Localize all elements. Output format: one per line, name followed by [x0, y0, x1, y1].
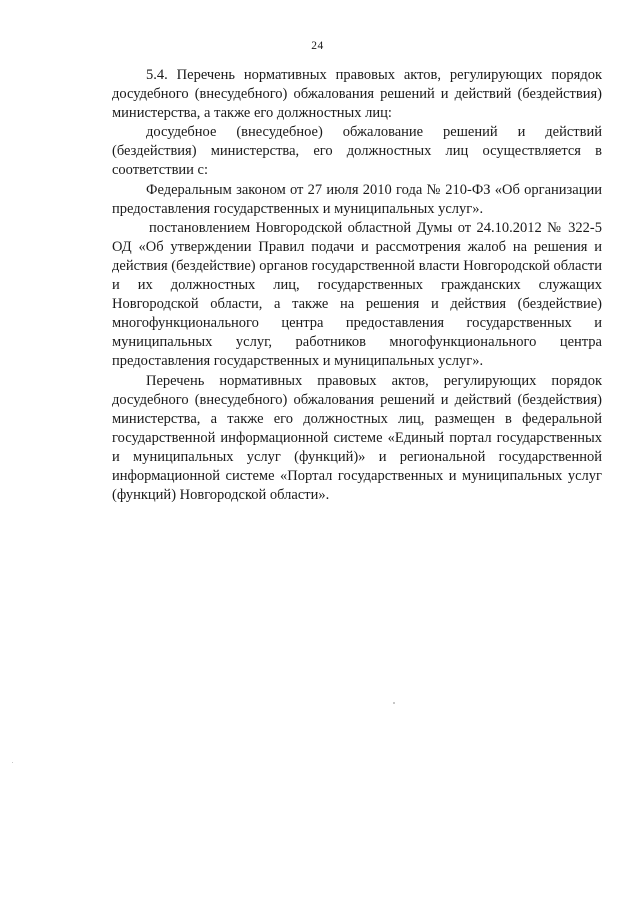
document-body: [112, 66, 602, 505]
paragraph-federal-law: Федеральным законом от 27 июля 2010 года № 210-ФЗ «Об организации предоставления государственных и муниципальных услуг».: [112, 181, 602, 217]
scan-speck: [12, 762, 13, 763]
paragraph-appeal-basis: досудебное (внесудебное) обжалование решений и действий (бездействия) министерства, его должностных лиц осуществляется в соответствии с:: [112, 124, 602, 179]
paragraph-portal-publication: Перечень нормативных правовых актов, регулирующих порядок досудебного (внесудебного) обжалования решений и действий (бездействия) министерства, а также его должностных лиц, размещен в федеральной государственной информационной системе «Единый портал государственных и муниципальных услуг (функций)» и региональной государственной информационной системе «Портал государственных и муниципальных услуг (функций) Новгородской области».: [112, 372, 602, 504]
page-number: 24: [311, 40, 324, 52]
paragraph-regional-resolution: постановлением Новгородской областной Думы от 24.10.2012 № 322-5 ОД «Об утверждении Правил подачи и рассмотрения жалоб на решения и действия (бездействие) органов государственной власти Новгородской области и их должностных лиц, государственных гражданских служащих Новгородской области, а также на решения и действия (бездействие) многофункционального центра предоставления государственных и муниципальных услуг, работников многофункционального центра предоставления государственных и муниципальных услуг».: [112, 219, 602, 370]
paragraph-section-5-4: 5.4. Перечень нормативных правовых актов, регулирующих порядок досудебного (внесудебного) обжалования решений и действий (бездействия) министерства, а также его должностных лиц:: [112, 67, 602, 122]
scan-speck: [393, 702, 395, 704]
